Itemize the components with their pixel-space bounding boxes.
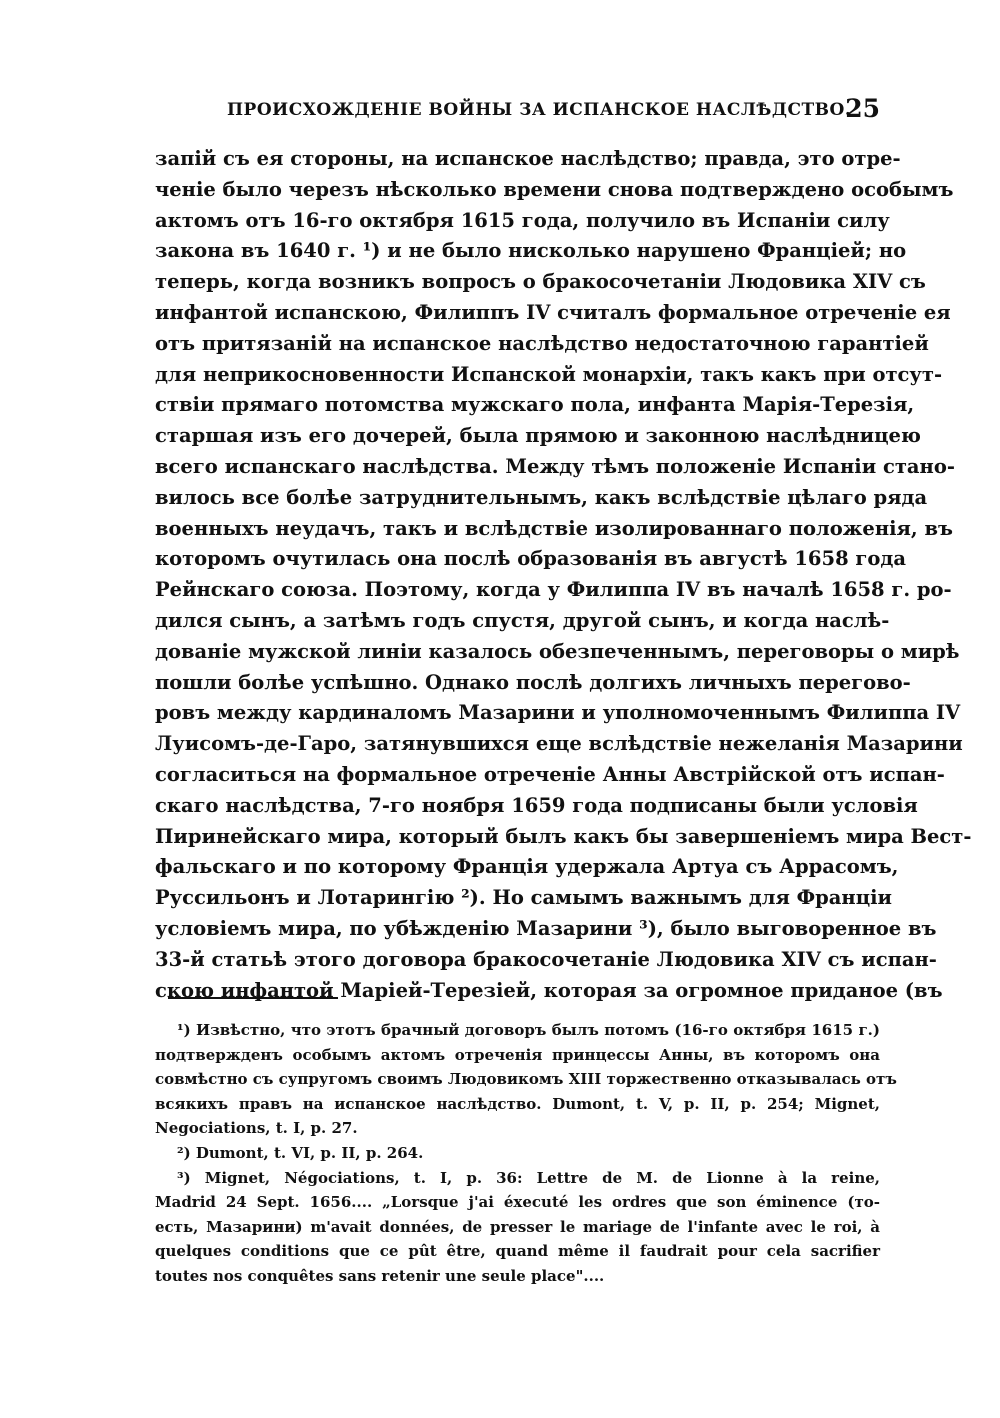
- text-line: пошли болѣе успѣшно. Однако послѣ долгихъ личныхъ перегово-: [155, 670, 911, 694]
- text-line: Луисомъ-де-Гаро, затянувшихся еще вслѣдствіе нежеланія Мазарини: [155, 732, 963, 756]
- text-line: дился сынъ, а затѣмъ годъ спустя, другой сынъ, и когда наслѣ-: [155, 608, 890, 632]
- footnote: [155, 1166, 880, 1289]
- text-line: Пиринейскаго мира, который былъ какъ бы завершеніемъ мира Вест-: [155, 824, 972, 848]
- footnote-line: всякихъ правъ на испанское наслѣдство. Dumont, t. V, p. II, p. 254; Mignet,: [155, 1094, 880, 1113]
- text-line: вилось все болѣе затруднительнымъ, какъ вслѣдствіе цѣлаго ряда: [155, 485, 928, 509]
- text-line: всего испанскаго наслѣдства. Между тѣмъ положеніе Испаніи стано-: [155, 454, 955, 478]
- text-line: ровъ между кардиналомъ Мазарини и уполномоченнымъ Филиппа IV: [155, 701, 961, 725]
- text-line: запій съ ея стороны, на испанское наслѣдство; правда, это отре-: [155, 147, 901, 170]
- text-line: фальскаго и по которому Франція удержала Артуа съ Аррасомъ,: [155, 855, 899, 879]
- footnote-line: toutes nos conquêtes sans retenir une seule place"....: [155, 1266, 605, 1285]
- footnote: [155, 1018, 897, 1141]
- text-line: согласиться на формальное отреченіе Анны Австрійской отъ испан-: [155, 762, 945, 786]
- text-line: военныхъ неудачъ, такъ и вслѣдствіе изолированнаго положенія, въ: [155, 516, 953, 540]
- text-line: Рейнскаго союза. Поэтому, когда у Филиппа IV въ началѣ 1658 г. ро-: [155, 578, 952, 602]
- text-line: теперь, когда возникъ вопросъ о бракосочетаніи Людовика XIV съ: [155, 270, 926, 294]
- text-line: старшая изъ его дочерей, была прямою и законною наслѣдницею: [155, 424, 921, 448]
- text-line: скаго наслѣдства, 7-го ноября 1659 года подписаны были условія: [155, 793, 918, 817]
- page-number: 25: [845, 94, 880, 123]
- text-line: ствіи прямаго потомства мужскаго пола, инфанта Марія-Терезія,: [155, 393, 915, 417]
- text-line: дованіе мужской линіи казалось обезпеченнымъ, переговоры о мирѣ: [155, 639, 960, 663]
- footnote-line: quelques conditions que ce pût être, quand même il faudrait pour cela sacrifier: [155, 1242, 880, 1261]
- footnote-line: совмѣстно съ супругомъ своимъ Людовикомъ XIII торжественно отказывалась отъ: [155, 1070, 897, 1089]
- text-line: которомъ очутилась она послѣ образованія въ августѣ 1658 года: [155, 547, 907, 571]
- text-line: условіемъ мира, по убѣжденію Мазарини ³), было выговоренное въ: [155, 916, 937, 940]
- text-line: для неприкосновенности Испанской монархіи, такъ какъ при отсут-: [155, 362, 943, 386]
- footnote-line: Madrid 24 Sept. 1656.... „Lorsque j'ai éxecuté les ordres que son éminence (то-: [155, 1193, 880, 1212]
- footnotes: [155, 1018, 897, 1289]
- footnote-line: есть, Мазарини) m'avait données, de presser le mariage de l'infante avec le roi, à: [155, 1217, 880, 1236]
- running-title: ПРОИСХОЖДЕНІЕ ВОЙНЫ ЗА ИСПАНСКОЕ НАСЛѢДСТВО.: [227, 100, 852, 120]
- main-text: [155, 144, 972, 1006]
- footnote-line: ³) Mignet, Négociations, t. I, p. 36: Lettre de M. de Lionne à la reine,: [177, 1168, 880, 1187]
- text-line: закона въ 1640 г. ¹) и не было нисколько нарушено Франціей; но: [155, 239, 907, 263]
- text-line: инфантой испанскою, Филиппъ IV считалъ формальное отреченіе ея: [155, 300, 951, 324]
- footnote-line: Negociations, t. I, p. 27.: [155, 1119, 358, 1138]
- footnote-line: ¹) Извѣстно, что этотъ брачный договоръ былъ потомъ (16-го октября 1615 г.): [177, 1021, 880, 1039]
- text-line: ченіе было черезъ нѣсколько времени снова подтверждено особымъ: [155, 177, 954, 201]
- footnote-line: подтвержденъ особымъ актомъ отреченія принцессы Анны, въ которомъ она: [155, 1045, 880, 1064]
- text-line: скою инфантой Маріей-Терезіей, которая за огромное приданое (въ: [155, 978, 943, 1002]
- text-line: 33-й статьѣ этого договора бракосочетаніе Людовика XIV съ испан-: [155, 947, 937, 971]
- text-line: актомъ отъ 16-го октября 1615 года, получило въ Испаніи силу: [155, 208, 890, 232]
- text-line: Руссильонъ и Лотарингію ²). Но самымъ важнымъ для Франціи: [155, 886, 892, 910]
- page-header: [155, 94, 880, 134]
- text-line: отъ притязаній на испанское наслѣдство недостаточною гарантіей: [155, 331, 929, 355]
- footnote: [155, 1141, 880, 1166]
- footnote-line: ²) Dumont, t. VI, p. II, p. 264.: [177, 1143, 424, 1162]
- footnote-divider: [168, 997, 338, 999]
